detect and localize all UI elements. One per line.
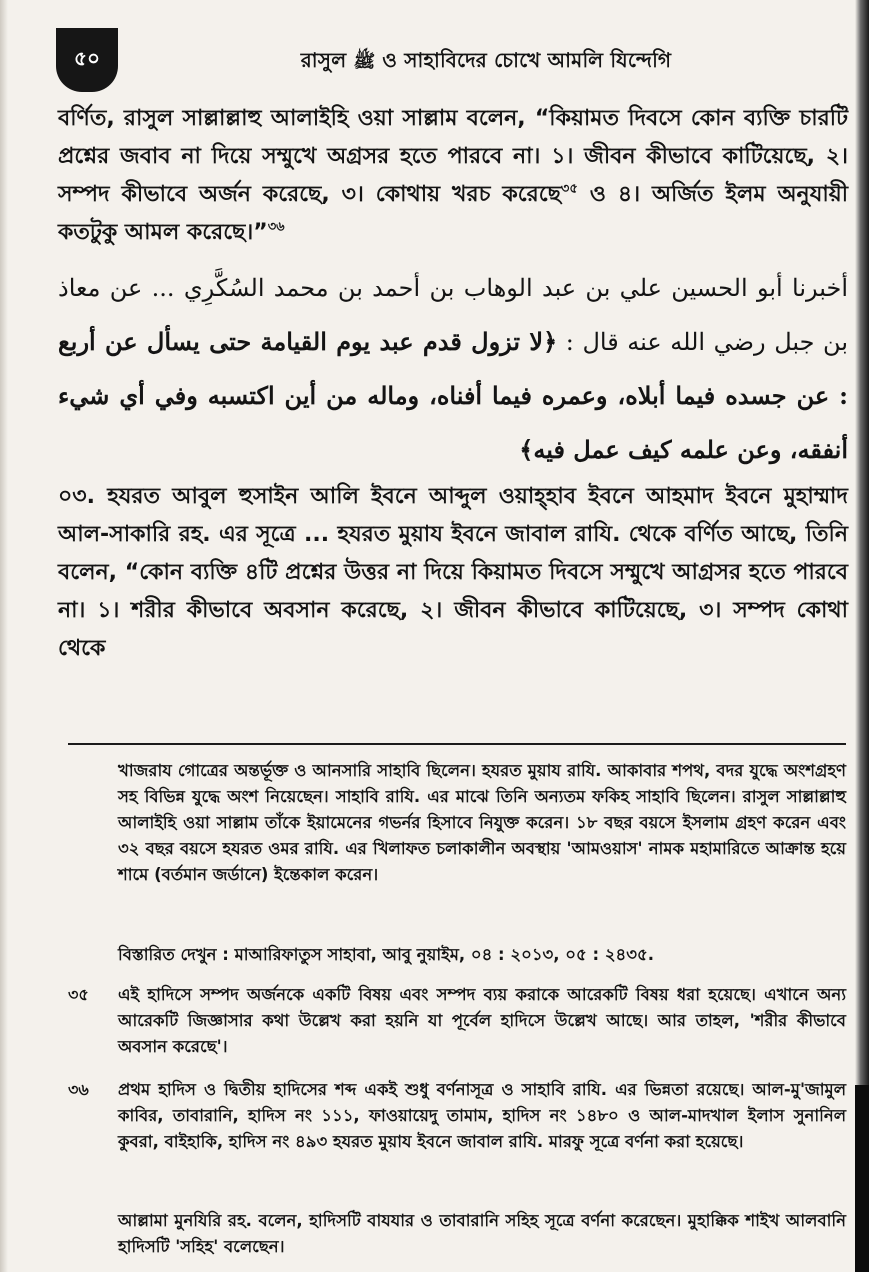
page-edge-shadow (0, 0, 8, 1272)
footnote-mark-36: ৩৬ (68, 1080, 89, 1099)
binding-dark-tab (855, 1085, 869, 1272)
paragraph-1-text: বর্ণিত, রাসুল সাল্লাল্লাহু আলাইহি ওয়া সাল্লাম বলেন, “কিয়ামত দিবসে কোন ব্যক্তি চারটি প্রশ্নের জবাব না দিয়ে সম্মুখে অগ্রসর হতে পারবে না। ১। জীবন কীভাবে কাটিয়েছে, ২। সম্পদ কীভাবে অর্জন করেছে, ৩। কোথায় খরচ করেছে (58, 106, 848, 207)
footnote-continued: খাজরায গোত্রের অন্তর্ভূক্ত ও আনসারি সাহাবি ছিলেন। হযরত মুয়ায রাযি. আকাবার শপথ, বদর যুদ্ধে অংশগ্রহণ সহ বিভিন্ন যুদ্ধে অংশ নিয়েছেন। সাহাবি রাযি. এর মাঝে তিনি অন্যতম ফকিহ সাহাবি ছিলেন। রাসুল সাল্লাল্লাহু আলাইহি ওয়া সাল্লাম তাঁকে ইয়ামেনের গভর্নর হিসাবে নিযুক্ত করেন। ১৮ বছর বয়সে ইসলাম গ্রহণ করেন এবং ৩২ বছর বয়সে হযরত ওমর রাযি. এর খিলাফত চলাকালীন অবস্থায় 'আমওয়াস' নামক মহামারিতে আক্রান্ত হয়ে শামে (বর্তমান জর্ডানে) ইন্তেকাল করেন। (118, 761, 846, 884)
footnote-ref-35[interactable]: ৩৫ (560, 181, 578, 197)
page-number: ৫০ (74, 46, 100, 70)
footnote-35: এই হাদিসে সম্পদ অর্জনকে একটি বিষয় এবং সম্পদ ব্যয় করাকে আরেকটি বিষয় ধরা হয়েছে। এখানে অন্য আরেকটি জিজ্ঞাসার কথা উল্লেখ করা হয়নি যা পূর্বেল হাদিসে উল্লেখ আছে। আর তাহল, 'শরীর কীভাবে অবসান করেছে'। (118, 985, 846, 1056)
footnote-36: প্রথম হাদিস ও দ্বিতীয় হাদিসের শব্দ একই শুধু বর্ণনাসূত্র ও সাহাবি রাযি. এর ভিন্নতা রয়েছে। আল-মু'জামুল কাবির, তাবারানি, হাদিস নং ১১১, ফাওয়ায়েদু তামাম, হাদিস নং ১৪৮০ ও আল-মাদখাল ইলাস সুনানিল কুবরা, বাইহাকি, হাদিস নং ৪৯৩ হযরত মুয়ায ইবনে জাবাল রাযি. মারফু সূত্রে বর্ণনা করা হয়েছে। (118, 1080, 846, 1151)
running-title (156, 46, 816, 79)
paragraph-1-tail: ও ৪। অর্জিত ইলম অনুযায়ী কতটুকু আমল করেছে।” (58, 182, 848, 245)
bengali-paragraph-2: ০৩. হযরত আবুল হুসাইন আলি ইবনে আব্দুল ওয়াহ্হাব ইবনে আহমাদ ইবনে মুহাম্মাদ আল-সাকারি রহ. এর সূত্রে ... হযরত মুয়ায ইবনে জাবাল রাযি. থেকে বর্ণিত আছে, তিনি বলেন, “কোন ব্যক্তি ৪টি প্রশ্নের উত্তর না দিয়ে কিয়ামত দিবসে সম্মুখে আগ্রসর হতে পারবে না। ১। শরীর কীভাবে অবসান করেছে, ২। জীবন কীভাবে কাটিয়েছে, ৩। সম্পদ কোথা থেকে (58, 484, 848, 661)
running-title-part1: রাসুল (300, 48, 347, 72)
footnote-reference-line: বিস্তারিত দেখুন : মাআরিফাতুস সাহাবা, আবু নুয়াইম, ০৪ : ২০১৩, ০৫ : ২৪৩৫. (118, 945, 654, 964)
running-title-part2: ও সাহাবিদের চোখে আমলি যিন্দেগি (382, 48, 672, 72)
bengali-paragraph-1 (58, 100, 848, 252)
footnote-ref-36[interactable]: ৩৬ (267, 219, 285, 235)
footnote-mark-35: ৩৫ (68, 985, 89, 1004)
arabic-chain: أخبرنا أبو الحسين علي بن عبد الوهاب بن أحمد بن محمد السُكَّرِي ... عن معاذ بن جبل رضي الله عنه قال : (58, 274, 848, 356)
salutation-glyph: ﷺ (353, 51, 376, 72)
footnote-36-continued: আল্লামা মুনযিরি রহ. বলেন, হাদিসটি বাযযার ও তাবারানি সহিহ সূত্রে বর্ণনা করেছেন। মুহাক্কিক শাইখ আলবানি হাদিসটি 'সহিহ' বলেছেন। (118, 1211, 846, 1256)
footnote-divider (68, 743, 846, 745)
page-header (56, 28, 846, 92)
book-binding-edge (855, 0, 869, 1272)
arabic-hadith-text: ﴿لا تزول قدم عبد يوم القيامة حتى يسأل عن أربع : عن جسده فيما أبلاه، وعمره فيما أفناه، وماله من أين اكتسبه وفي أي شيء أنفقه، وعن علمه كيف عمل فيه﴾ (58, 327, 848, 464)
page-number-tab (56, 28, 118, 92)
arabic-hadith-block (58, 262, 848, 477)
